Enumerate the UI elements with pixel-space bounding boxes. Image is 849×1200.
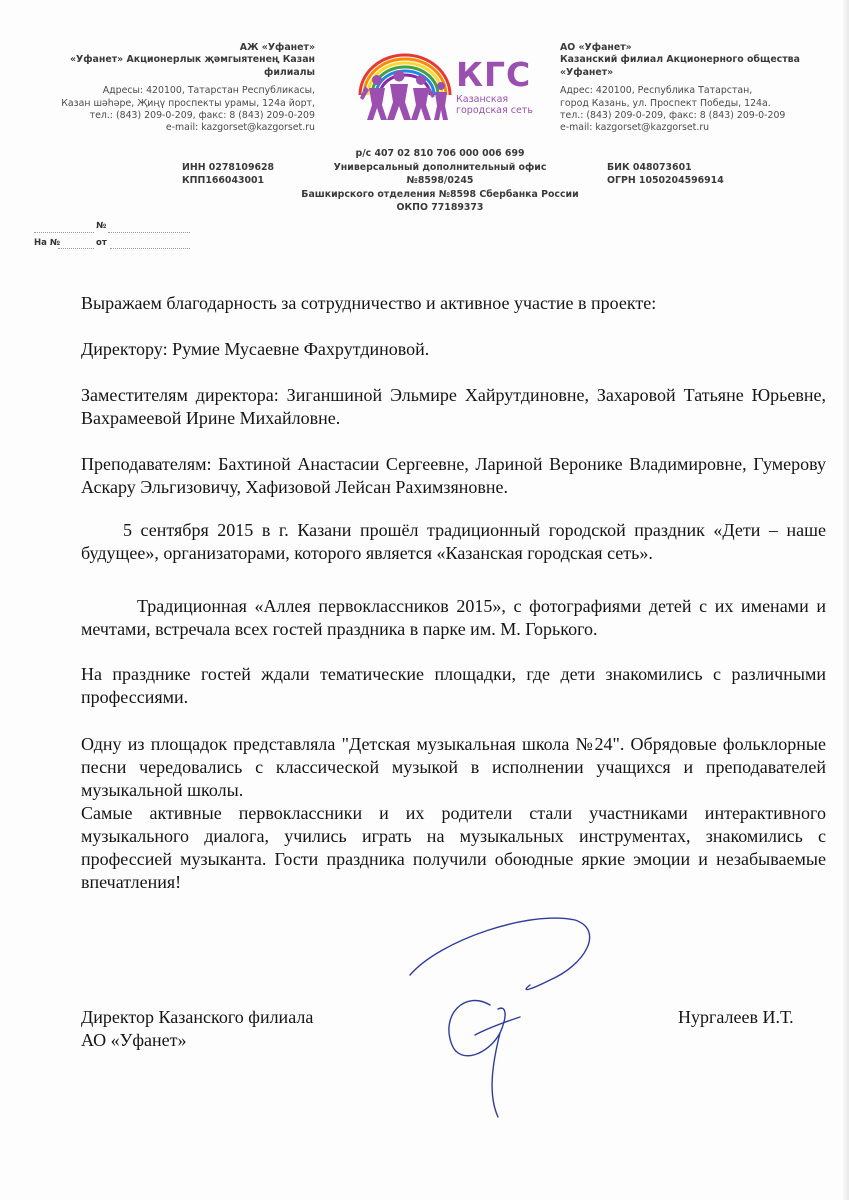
body-deputies bbox=[81, 384, 826, 430]
bank-office: Универсальный дополнительный офис №8598/0245 bbox=[333, 161, 547, 186]
header-right-org-full: Казанский филиал Акционерного общества «Уфанет» bbox=[560, 54, 800, 78]
paragraph-participants: Самые активные первоклассники и их родители стали участниками интерактивного музыкального диалога, учились играть на музыкальных инструментах, знакомились с профессией музыканта. Гости праздника получили обоюдные яркие эмоции и незабываемые впечатления! bbox=[81, 803, 826, 892]
ogrn: ОГРН 1050204596914 bbox=[607, 175, 724, 186]
header-left bbox=[20, 42, 315, 135]
body-director bbox=[81, 338, 826, 361]
requisites-middle bbox=[300, 147, 580, 215]
reg-no-label: № bbox=[96, 221, 107, 231]
kpp: КПП166043001 bbox=[182, 175, 265, 186]
paragraph-teachers: Преподавателям: Бахтиной Анастасии Сергеевне, Лариной Веронике Владимировне, Гумерову Аскару Эльгизовичу, Хафизовой Лейсан Рахимзяновне. bbox=[81, 454, 826, 497]
logo-name-line2: городская сеть bbox=[456, 104, 533, 116]
paragraph-alley: Традиционная «Аллея первоклассников 2015», с фотографиями детей с их именами и мечтами, встречала всех гостей праздника в парке им. М. Горького. bbox=[81, 596, 826, 639]
header-right-address-2: город Казань, ул. Проспект Победы, 124а. bbox=[560, 97, 771, 109]
logo-name bbox=[456, 95, 536, 116]
header-left-org-short: АЖ «Уфанет» bbox=[239, 42, 315, 53]
handwritten-signature-icon bbox=[380, 905, 605, 1120]
signature-position bbox=[81, 1006, 313, 1052]
logo-name-line1: Казанская bbox=[456, 94, 509, 105]
reg-number-line bbox=[34, 232, 94, 233]
paragraph-deputies: Заместителям директора: Зиганшиной Эльмире Хайрутдиновне, Захаровой Татьяне Юрьевне, Вахрамеевой Ирине Михайловне. bbox=[81, 385, 826, 428]
reg-date-line bbox=[108, 232, 190, 233]
header-right-address-1: Адрес: 420100, Республика Татарстан, bbox=[560, 85, 753, 97]
header-right-email: e-mail: kazgorset@kazgorset.ru bbox=[560, 122, 710, 134]
bank-account: р/с 407 02 810 706 000 006 699 bbox=[355, 148, 525, 159]
signature-position-line1: Директор Казанского филиала bbox=[81, 1007, 314, 1027]
body-event bbox=[81, 519, 826, 565]
logo-abbr: КГС bbox=[456, 55, 532, 94]
paragraph-thanks: Выражаем благодарность за сотрудничество и активное участие в проекте: bbox=[81, 293, 657, 313]
signature-position-line2: АО «Уфанет» bbox=[81, 1030, 187, 1050]
bik: БИК 048073601 bbox=[607, 161, 692, 173]
paragraph-platforms: На празднике гостей ждали тематические площадки, где дети знакомились с различными профессиями. bbox=[81, 664, 826, 707]
body-platforms bbox=[81, 663, 826, 709]
header-right-phone: тел.: (843) 209-0-209, факс: 8 (843) 209-0-209 bbox=[560, 110, 786, 122]
header-right-org-short: АО «Уфанет» bbox=[560, 42, 632, 53]
body-teachers bbox=[81, 453, 826, 499]
bank-name: Башкирского отделения №8598 Сбербанка России bbox=[301, 188, 579, 200]
header-left-address-1: Адресы: 420100, Татарстан Республикасы, bbox=[102, 85, 315, 97]
header-left-phone: тел.: (843) 209-0-209, факс: 8 (843) 209-0-209 bbox=[89, 110, 315, 122]
paragraph-event: 5 сентября 2015 в г. Казани прошёл традиционный городской праздник «Дети – наше будущее», организаторами, которого является «Казанская городская сеть». bbox=[81, 520, 826, 563]
paragraph-music-school: Одну из площадок представляла "Детская музыкальная школа №24". Обрядовые фольклорные песни чередовались с классической музыкой в исполнении учащихся и преподавателей музыкальной школы. bbox=[81, 734, 826, 800]
requisites-right bbox=[607, 147, 757, 188]
reg-from-label: от bbox=[96, 238, 107, 248]
body-alley bbox=[81, 595, 826, 641]
requisites-left bbox=[182, 147, 292, 188]
reg-from-line bbox=[110, 248, 190, 249]
signature-name: Нургалеев И.Т. bbox=[678, 1007, 794, 1027]
header-left-org-full: «Уфанет» Акционерлык җәмгыятенең Казан филиалы bbox=[69, 54, 315, 78]
inn: ИНН 0278109628 bbox=[182, 161, 275, 173]
header-right bbox=[560, 42, 845, 135]
paragraph-director: Директору: Румие Мусаевне Фахрутдиновой. bbox=[81, 339, 430, 359]
header-left-address-2: Казан шәһәре, Җиңү проспекты урамы, 124а йорт, bbox=[61, 97, 315, 109]
reg-on-no-label: На № bbox=[34, 238, 61, 248]
reg-on-no-line bbox=[58, 248, 94, 249]
body-music bbox=[81, 733, 826, 894]
okpo: ОКПО 77189373 bbox=[396, 202, 484, 213]
scan-edge bbox=[841, 0, 849, 1200]
body-text bbox=[81, 292, 826, 315]
header-left-email: e-mail: kazgorset@kazgorset.ru bbox=[165, 122, 315, 134]
